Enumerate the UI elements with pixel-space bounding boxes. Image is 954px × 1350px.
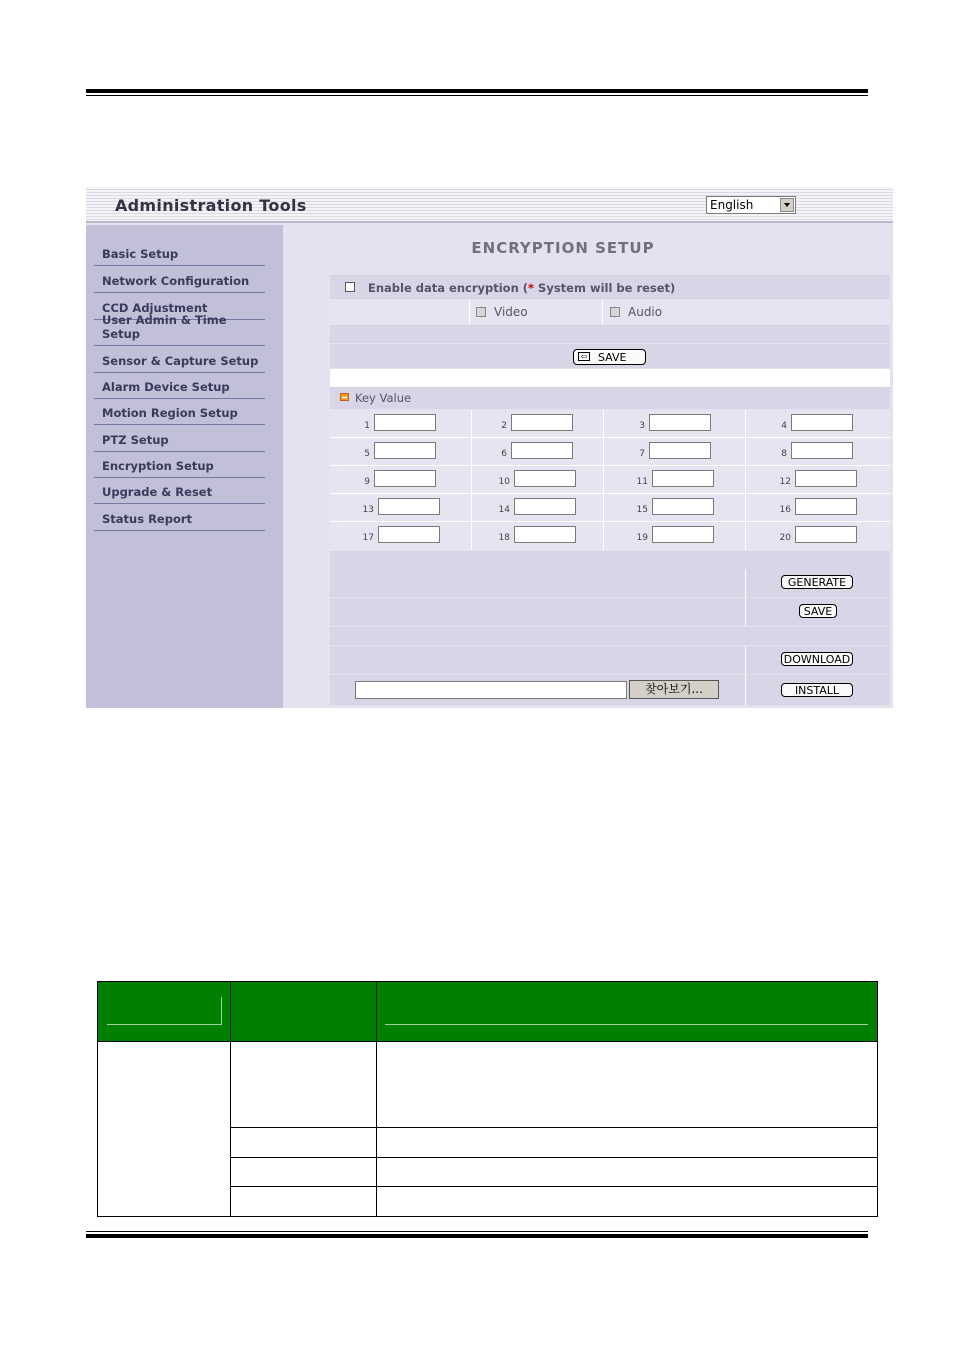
download-button[interactable]: DOWNLOAD — [781, 652, 853, 666]
key-label: 9 — [364, 477, 370, 487]
white-spacer — [330, 369, 890, 387]
divider — [745, 646, 746, 674]
header-rule-thin — [86, 95, 868, 96]
save-key-row — [330, 598, 890, 626]
back-arrow-icon: ⇦ — [578, 352, 590, 361]
divider — [330, 465, 890, 466]
key-label: 18 — [498, 533, 510, 543]
sidebar-item-label: Basic Setup — [102, 247, 179, 261]
key-input-2[interactable] — [511, 414, 573, 431]
key-icon — [340, 393, 349, 401]
divider — [602, 300, 603, 324]
key-label: 17 — [362, 533, 374, 543]
enable-encryption-label — [368, 281, 675, 295]
video-label: Video — [494, 305, 528, 319]
key-input-15[interactable] — [652, 498, 714, 515]
save-button[interactable] — [573, 349, 646, 365]
divider — [469, 300, 470, 324]
sidebar-item-label: CCD Adjustment — [102, 301, 208, 315]
sidebar-item-label: Upgrade & Reset — [102, 485, 213, 499]
install-button[interactable]: INSTALL — [781, 683, 853, 697]
header-rule-thick — [86, 89, 868, 93]
divider — [330, 521, 890, 522]
save-key-button[interactable]: SAVE — [799, 604, 837, 618]
sidebar-item-basic-setup[interactable] — [94, 240, 265, 266]
sidebar-item-upgrade-reset[interactable] — [94, 478, 265, 504]
key-label: 11 — [636, 477, 648, 487]
save-label: SAVE — [598, 351, 627, 364]
key-input-9[interactable] — [374, 470, 436, 487]
key-value-header — [330, 387, 890, 409]
key-label: 6 — [501, 449, 507, 459]
table-border — [230, 1186, 878, 1187]
table-border — [97, 981, 878, 982]
file-path-input[interactable] — [355, 681, 627, 699]
sidebar-item-motion-region[interactable] — [94, 399, 265, 425]
key-input-8[interactable] — [791, 442, 853, 459]
required-star: * — [528, 281, 535, 295]
table-border — [97, 1041, 878, 1042]
divider — [330, 493, 890, 494]
spacer-row — [330, 627, 890, 645]
key-input-17[interactable] — [378, 526, 440, 543]
sidebar-item-label: Status Report — [102, 512, 193, 526]
key-label: 20 — [779, 533, 791, 543]
app-title: Administration Tools — [115, 196, 307, 215]
table-border — [877, 981, 878, 1217]
divider — [603, 410, 604, 550]
divider — [745, 675, 746, 705]
sidebar-item-label: Encryption Setup — [102, 459, 214, 473]
spacer-row — [330, 551, 890, 569]
language-value: English — [710, 198, 754, 212]
key-input-6[interactable] — [511, 442, 573, 459]
key-input-13[interactable] — [378, 498, 440, 515]
sidebar-item-user-admin[interactable] — [94, 313, 265, 346]
table-border — [97, 1216, 878, 1217]
key-input-3[interactable] — [649, 414, 711, 431]
table-border — [230, 981, 231, 1217]
sidebar-item-label: Sensor & Capture Setup — [102, 354, 259, 368]
sidebar-item-label: Network Configuration — [102, 274, 250, 288]
audio-label: Audio — [628, 305, 663, 319]
video-checkbox[interactable] — [476, 307, 486, 317]
key-label: 8 — [781, 449, 787, 459]
key-value-label: Key Value — [355, 391, 412, 405]
key-label: 5 — [364, 449, 370, 459]
table-border — [97, 981, 98, 1217]
divider — [745, 598, 746, 626]
key-input-4[interactable] — [791, 414, 853, 431]
sidebar-item-label: Motion Region Setup — [102, 406, 238, 420]
key-label: 10 — [498, 477, 510, 487]
language-select[interactable] — [706, 196, 796, 214]
sidebar-item-label: Alarm Device Setup — [102, 380, 230, 394]
audio-checkbox[interactable] — [610, 307, 620, 317]
key-input-18[interactable] — [514, 526, 576, 543]
divider — [471, 410, 472, 550]
stream-options-row — [330, 300, 890, 324]
table-border — [376, 981, 377, 1217]
sidebar-item-sensor-capture[interactable] — [94, 347, 265, 373]
key-input-7[interactable] — [649, 442, 711, 459]
key-label: 3 — [639, 421, 645, 431]
divider — [745, 569, 746, 597]
key-label: 14 — [498, 505, 510, 515]
divider — [330, 437, 890, 438]
key-input-11[interactable] — [652, 470, 714, 487]
enable-encryption-checkbox[interactable] — [345, 282, 355, 292]
sidebar-item-status-report[interactable] — [94, 505, 265, 531]
main-content — [283, 225, 893, 708]
key-label: 16 — [779, 505, 791, 515]
footer-rule-thin — [86, 1231, 868, 1232]
divider — [745, 410, 746, 550]
key-label: 13 — [362, 505, 374, 515]
sidebar-item-encryption-setup[interactable] — [94, 452, 265, 478]
save-row — [330, 344, 890, 368]
sidebar-item-network-configuration[interactable] — [94, 267, 265, 293]
header-underline — [107, 1024, 221, 1025]
document-table — [97, 981, 878, 1217]
key-input-12[interactable] — [795, 470, 857, 487]
sidebar-item-alarm-device[interactable] — [94, 373, 265, 399]
key-label: 4 — [781, 421, 787, 431]
table-header — [97, 981, 878, 1041]
sidebar-item-label: PTZ Setup — [102, 433, 169, 447]
key-input-10[interactable] — [514, 470, 576, 487]
sidebar-item-label: User Admin & Time Setup — [102, 313, 227, 341]
key-label: 1 — [364, 421, 370, 431]
sidebar-item-ptz-setup[interactable] — [94, 426, 265, 452]
key-label: 19 — [636, 533, 648, 543]
key-input-19[interactable] — [652, 526, 714, 543]
page-title: ENCRYPTION SETUP — [471, 239, 655, 257]
key-label: 2 — [501, 421, 507, 431]
key-label: 7 — [639, 449, 645, 459]
key-input-16[interactable] — [795, 498, 857, 515]
key-label: 12 — [779, 477, 791, 487]
sidebar — [86, 225, 283, 708]
enable-row — [330, 275, 890, 299]
title-bar — [86, 187, 893, 223]
admin-screenshot — [86, 187, 893, 708]
spacer-row — [330, 325, 890, 343]
browse-button[interactable]: 찾아보기... — [629, 680, 719, 699]
key-input-1[interactable] — [374, 414, 436, 431]
key-grid — [330, 410, 890, 550]
generate-row — [330, 569, 890, 597]
header-underline — [221, 997, 222, 1025]
install-row — [330, 675, 890, 705]
key-input-5[interactable] — [374, 442, 436, 459]
generate-button[interactable]: GENERATE — [781, 575, 853, 589]
key-input-14[interactable] — [514, 498, 576, 515]
table-border — [230, 1127, 878, 1128]
chevron-down-icon[interactable] — [780, 198, 794, 212]
enable-label-text: Enable data encryption ( — [368, 281, 529, 295]
footer-rule-thick — [86, 1234, 868, 1238]
enable-note-text: System will be reset) — [534, 281, 676, 295]
download-row — [330, 646, 890, 674]
table-border — [230, 1157, 878, 1158]
key-label: 15 — [636, 505, 648, 515]
key-input-20[interactable] — [795, 526, 857, 543]
header-underline — [385, 1024, 868, 1025]
